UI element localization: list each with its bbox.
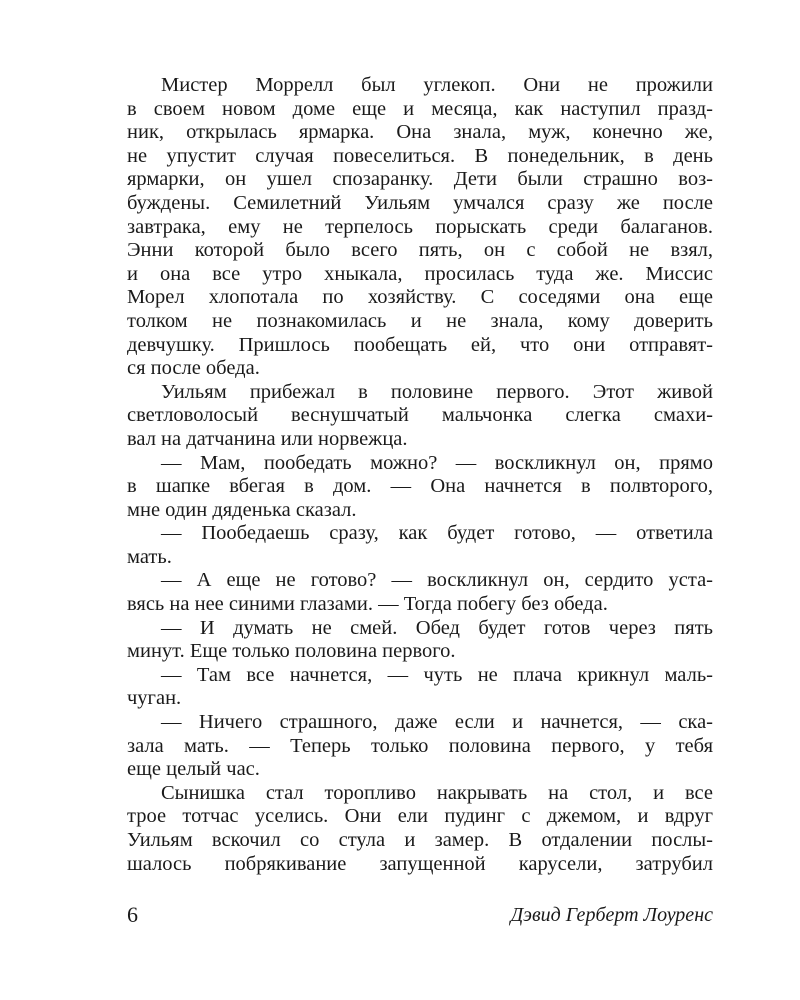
text-line: толком не познакомилась и не знала, кому доверить (127, 309, 713, 332)
text-line: — А еще не готово? — воскликнул он, сердито уста- (161, 569, 713, 592)
text-line: мать. (127, 545, 172, 568)
text-line: в шапке вбегая в дом. — Она начнется в полвторого, (127, 475, 713, 498)
text-line: светловолосый веснушчатый мальчонка слегка смахи- (127, 404, 713, 427)
text-line: буждены. Семилетний Уильям умчался сразу же после (127, 191, 713, 214)
text-line: вясь на нее синими глазами. — Тогда побегу без обеда. (127, 593, 608, 616)
text-line: — И думать не смей. Обед будет готов через пять (161, 616, 713, 639)
text-line: — Пообедаешь сразу, как будет готово, — ответила (161, 522, 713, 545)
text-line: ся после обеда. (127, 357, 260, 380)
text-line: Мистер Моррелл был углекоп. Они не прожили (161, 74, 713, 96)
text-line: ник, открылась ярмарка. Она знала, муж, конечно же, (127, 121, 713, 144)
text-line: Уильям вскочил со стула и замер. В отдалении послы- (127, 829, 713, 851)
text-line: Морел хлопотала по хозяйству. С соседями она еще (127, 286, 713, 309)
text-line: и она все утро хныкала, просилась туда же. Миссис (127, 262, 713, 285)
text-line: Сынишка стал торопливо накрывать на стол, и все (161, 781, 713, 804)
text-line: ярмарки, он ушел спозаранку. Дети были страшно воз- (127, 168, 713, 191)
text-line: минут. Еще только половина первого. (127, 640, 456, 663)
page-footer (127, 900, 713, 930)
text-line: трое тотчас уселись. Они ели пудинг с джемом, и вдруг (127, 805, 713, 828)
text-line: в своем новом доме еще и месяца, как наступил празд- (127, 97, 713, 120)
body-text (127, 74, 713, 876)
text-line: завтрака, ему не терпелось порыскать среди балаганов. (127, 215, 713, 238)
text-line: — Там все начнется, — чуть не плача крикнул маль- (161, 663, 713, 686)
text-line: еще целый час. (127, 758, 260, 781)
text-line: — Ничего страшного, даже если и начнется, — ска- (161, 711, 713, 734)
text-line: чуган. (127, 687, 182, 710)
text-line: — Мам, пообедать можно? — воскликнул он, прямо (161, 451, 713, 474)
text-line: зала мать. — Теперь только половина первого, у тебя (127, 734, 713, 757)
text-line: девчушку. Пришлось пообещать ей, что они отправят- (127, 333, 713, 356)
text-line: вал на датчанина или норвежца. (127, 427, 408, 450)
text-line: шалось побрякивание запущенной карусели, затрубил (127, 852, 713, 875)
text-line: Уильям прибежал в половине первого. Этот живой (161, 380, 713, 403)
text-line: не упустит случая повеселиться. В понедельник, в день (127, 144, 713, 167)
running-author: Дэвид Герберт Лоуренс (510, 904, 713, 926)
text-line: мне один дяденька сказал. (127, 498, 357, 521)
text-line: Энни которой было всего пять, он с собой не взял, (127, 239, 713, 262)
page-number: 6 (127, 902, 138, 927)
